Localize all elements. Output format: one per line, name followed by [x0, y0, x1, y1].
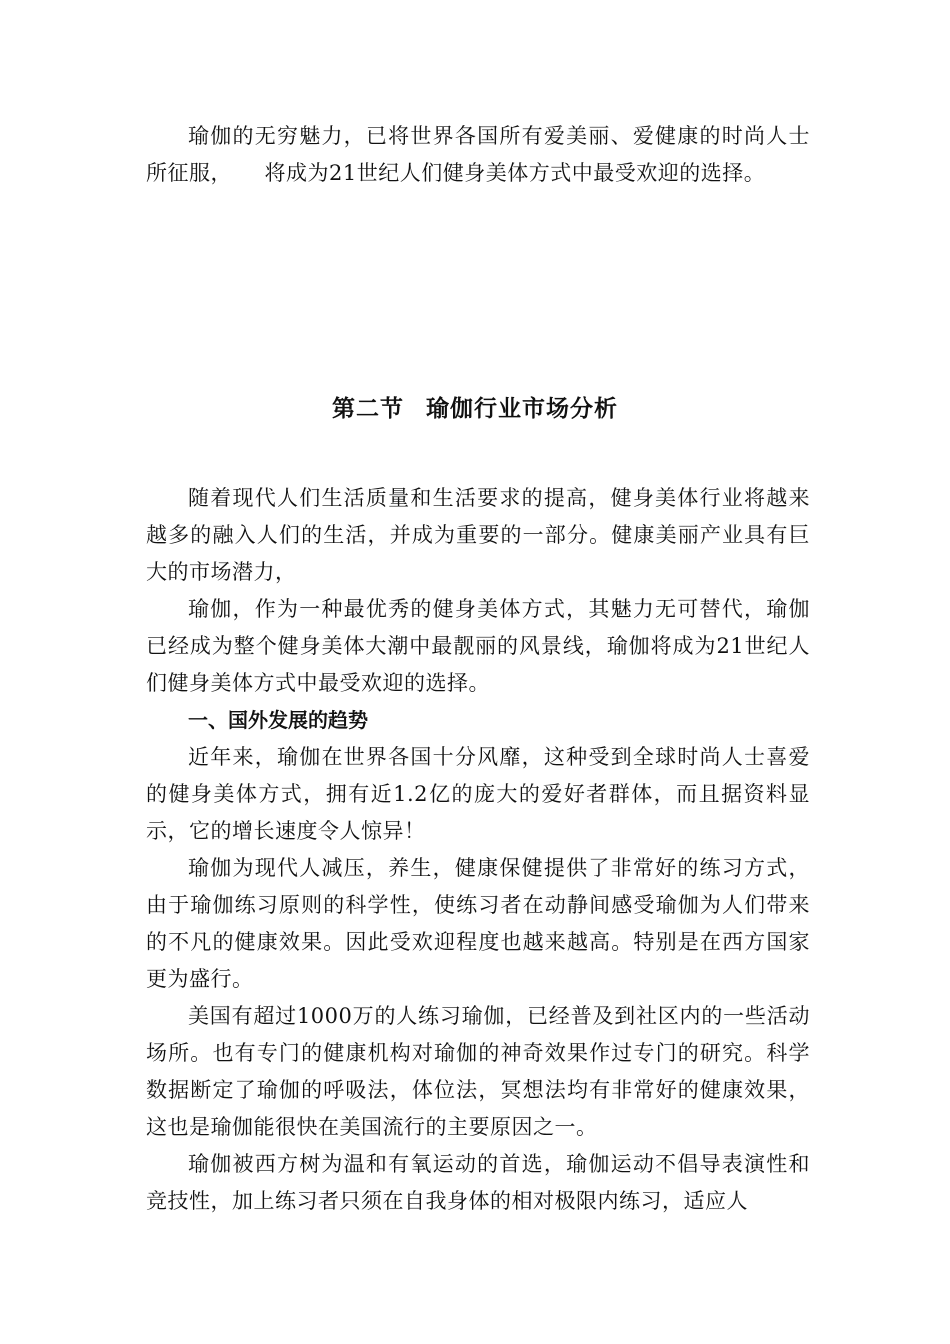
body-paragraph: 美国有超过1000万的人练习瑜伽，已经普及到社区内的一些活动场所。也有专门的健康机构对瑜伽的神奇效果作过专门的研究。科学数据断定了瑜伽的呼吸法，体位法，冥想法均有非常好的健康效果，这也是瑜伽能很快在美国流行的主要原因之一。 [146, 1004, 810, 1139]
intro-paragraph: 瑜伽的无穷魅力，已将世界各国所有爱美丽、爱健康的时尚人士所征服， 将成为21世纪人们健身美体方式中最受欢迎的选择。 [146, 124, 810, 185]
body-paragraph: 随着现代人们生活质量和生活要求的提高，健身美体行业将越来越多的融入人们的生活，并成为重要的一部分。健康美丽产业具有巨大的市场潜力， [146, 486, 810, 584]
section-title-number: 第二节 [332, 396, 404, 422]
body-paragraph: 瑜伽被西方树为温和有氧运动的首选，瑜伽运动不倡导表演性和竞技性，加上练习者只须在自我身体的相对极限内练习，适应人 [146, 1152, 810, 1213]
body-paragraph: 近年来，瑜伽在世界各国十分风靡，这种受到全球时尚人士喜爱的健身美体方式，拥有近1.2亿的庞大的爱好者群体，而且据资料显示，它的增长速度令人惊异！ [146, 745, 810, 843]
body-paragraph: 瑜伽为现代人减压，养生，健康保健提供了非常好的练习方式，由于瑜伽练习原则的科学性，使练习者在动静间感受瑜伽为人们带来的不凡的健康效果。因此受欢迎程度也越来越高。特别是在西方国家更为盛行。 [146, 856, 810, 991]
section-title-text: 瑜伽行业市场分析 [426, 396, 618, 422]
subheading: 一、国外发展的趋势 [188, 708, 368, 732]
body-paragraph: 瑜伽，作为一种最优秀的健身美体方式，其魅力无可替代，瑜伽已经成为整个健身美体大潮中最靓丽的风景线，瑜伽将成为21世纪人们健身美体方式中最受欢迎的选择。 [146, 597, 810, 695]
section-title [0, 390, 950, 423]
